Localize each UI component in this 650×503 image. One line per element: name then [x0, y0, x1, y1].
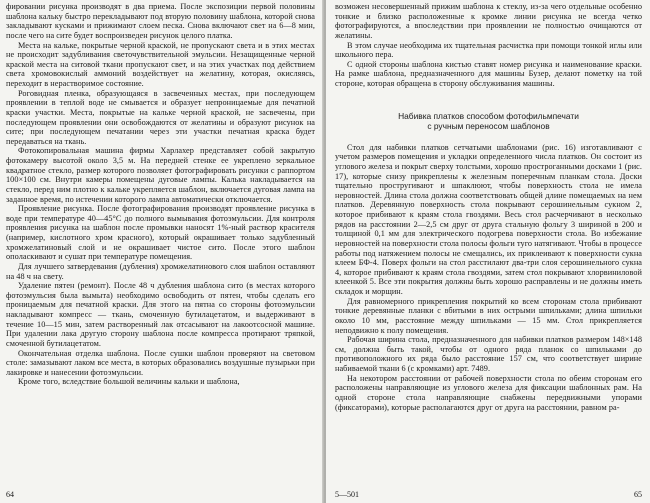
printer-signature: 5—501: [335, 490, 359, 499]
right-page-number: 65: [634, 490, 642, 499]
left-page-number: 64: [6, 490, 14, 499]
section-heading-line-2: с ручным переносом шаблонов: [427, 120, 550, 131]
right-paragraph-5: Для равномерного прикрепления покрытий ко всем сторонам стола прибивают тонкие деревянные планки с вбитыми в них острыми шпильками; длина шпильки около 10 мм, расстояние между шпильками — 15 мм. Стол прикрепляется неподвижно к полу помещения.: [335, 296, 642, 335]
right-paragraph-1: возможен несовершенный прижим шаблона к стеклу, из-за чего отдельные особенно тонкие и близко расположенные к кромке линии рисунка не всегда четко фотографируются, а впоследствии при проявлении не полностью очищаются от желатины.: [335, 2, 642, 40]
right-page: [326, 0, 650, 503]
left-paragraph-8: Окончательная отделка шаблона. После сушки шаблон проверяют на световом столе: замазывают лаком все места, в которых образовались воздушные пузырьки при лакировке и нанесении фотоэмульсии.: [6, 348, 315, 377]
right-paragraph-6: Рабочая ширина стола, предназначенного для набивки платков размером 148×148 см, должна быть такой, чтобы от одного ряда планок со шпильками до противоположного их ряда было расстояние 157 см, что соответствует ширине набиваемой ткани 6 (с кромками) арт. 7489.: [335, 335, 642, 373]
left-paragraph-6: Для лучшего затвердевания (дубления) хромжелатинового слоя шаблон оставляют на 48 ч на свету.: [6, 261, 315, 281]
left-paragraph-2: Места на кальке, покрытые черной краской, не пропускают света и в этих местах не происходит задубливания светочувствительной эмульсии. Незащищенные черной краской места на ситовой ткани пропускают свет, и на этих участках под действием света хромовокислый аммоний воздействует на желатину, которая, окисляясь, переходит в нерастворимое состояние.: [6, 40, 315, 88]
left-paragraph-1: фировании рисунка производят в два приема. После экспозиции первой половины шаблона кальку быстро перекладывают под вторую половину шаблона, которой снова закладывают кусками и прижимают слоем песка. Снова включают свет на 6—8 мин, после чего на сите будет воспроизведен рисунок целого платка.: [6, 2, 315, 40]
left-paragraph-5: Проявление рисунка. После фотографирования производят проявление рисунка в воде при температуре 40—45°С до полного вымывания фотоэмульсии. Для контроля проявления рисунка на шаблон после промывки наносят 1%-ный раствор красителя (например, кислотного хром красного), который окрашивает только задубленный хромжелатиновый слой и не окрашивает чистое сито. После этого шаблон ополаскивают и сушат при температуре помещения.: [6, 204, 315, 262]
left-paragraph-3: Роговидная пленка, образующаяся в засвеченных местах, при последующем проявлении в теплой воде не смывается и образует непроницаемые для печатной краски участки. Места, покрытые на кальке черной краской, не засвечены, при последующем проявлении они освобождаются от желатины и образуют рисунок на сите; при последующем печатании через эти участки печатная краска будет передаваться на ткань.: [6, 88, 315, 146]
left-paragraph-9: Кроме того, вследствие большой величины кальки и шаблона,: [18, 377, 240, 387]
right-paragraph-2: В этом случае необходима их тщательная расчистка при помощи тонкой иглы или школьного пера.: [335, 40, 642, 60]
right-paragraph-4: Стол для набивки платков сетчатыми шаблонами (рис. 16) изготавливают с учетом размеров помещения и укладки определенного числа платков. Он состоит из углового железа и покрыт сверху толстыми, хорошо простроганными досками 1 (рис. 17), которые снизу прикреплены к железным поперечным планкам стола. Доски тщательно простругивают и шпаклюют, чтобы поверхность стола не имела неровностей. Длина стола должна соответствовать общей длине помещаемых на нем платков. Деревянную поверхность стола покрывают серошинельным сукном 2, которое прибивают к краям стола гвоздями. Весь стол расчерчивают в несколько рядов на расстоянии 2—2,5 см друг от друга стальную фольгу 3 шириной в 200 и толщиной 0,1 мм для электрического подогрева поверхности стола. Во избежание неровностей на поверхности стола полосы фольги туго натягивают. Чтобы в процессе работы под натяжением полосы не смещались, их приклеивают к поверхности сукна клеем БФ-4. Поверх фольги на стол расстилают два-три слоя серошинельного сукна 4, которое прибивают к краям стола гвоздями, затем стол покрывают хлорвиниловой клеенкой 5. Все эти покрытия должны быть хорошо расправлены и не должны иметь складок и морщин.: [335, 142, 642, 296]
right-paragraph-3: С одной стороны шаблона кистью ставят номер рисунка и наименование краски. На рамке шаблона, предназначенного для машины Бузер, делают пометку на той стороне, которая обращена в сторону обслуживания машины.: [335, 59, 642, 88]
section-heading-line-1: Набивка платков способом фотофильмпечати: [398, 110, 579, 121]
left-page: [0, 0, 324, 503]
section-heading: [335, 111, 642, 131]
left-paragraph-4: Фотокопировальная машина фирмы Харлахер представляет собой закрытую фотокамеру высотой около 3,5 м. На передней стенке ее укреплено зеркальное квадратное стекло, размер которого позволяет фотографировать рисунки с раппортом 100×100 см. Внутри камеры помещены дуговые лампы. Калька накладывается на стекло, перед ним плотно к кальке укрепляется шаблон, включается дуговая лампа на заданное время, по истечении которого лампа автоматически отключается.: [6, 146, 315, 204]
right-paragraph-7: На некотором расстоянии от рабочей поверхности стола по обеим сторонам его расположены направляющие из углового железа для фиксации шаблонных рам. На одной стороне стола направляющие снабжены передвижными упорами (фиксаторами), которые располагаются друг от друга на расстоянии, равном ра-: [335, 373, 642, 412]
left-paragraph-7: Удаление пятен (ремонт). После 48 ч дубления шаблона сито (в местах которого фотоэмульсия была вымыта) необходимо освободить от пятен, чтобы сделать его проницаемым для печатной краски. Для этого на пятна со стороны фотоэмульсии накладывают компресс — ткань, смоченную бутилацетатом, и выдерживают в течение 10—15 мин, затем растворенный лак отсасывают на лакоотсосной машине. При удалении лака другую сторону шаблона после компресса протирают тряпкой, смоченной бутилацетатом.: [6, 281, 315, 348]
